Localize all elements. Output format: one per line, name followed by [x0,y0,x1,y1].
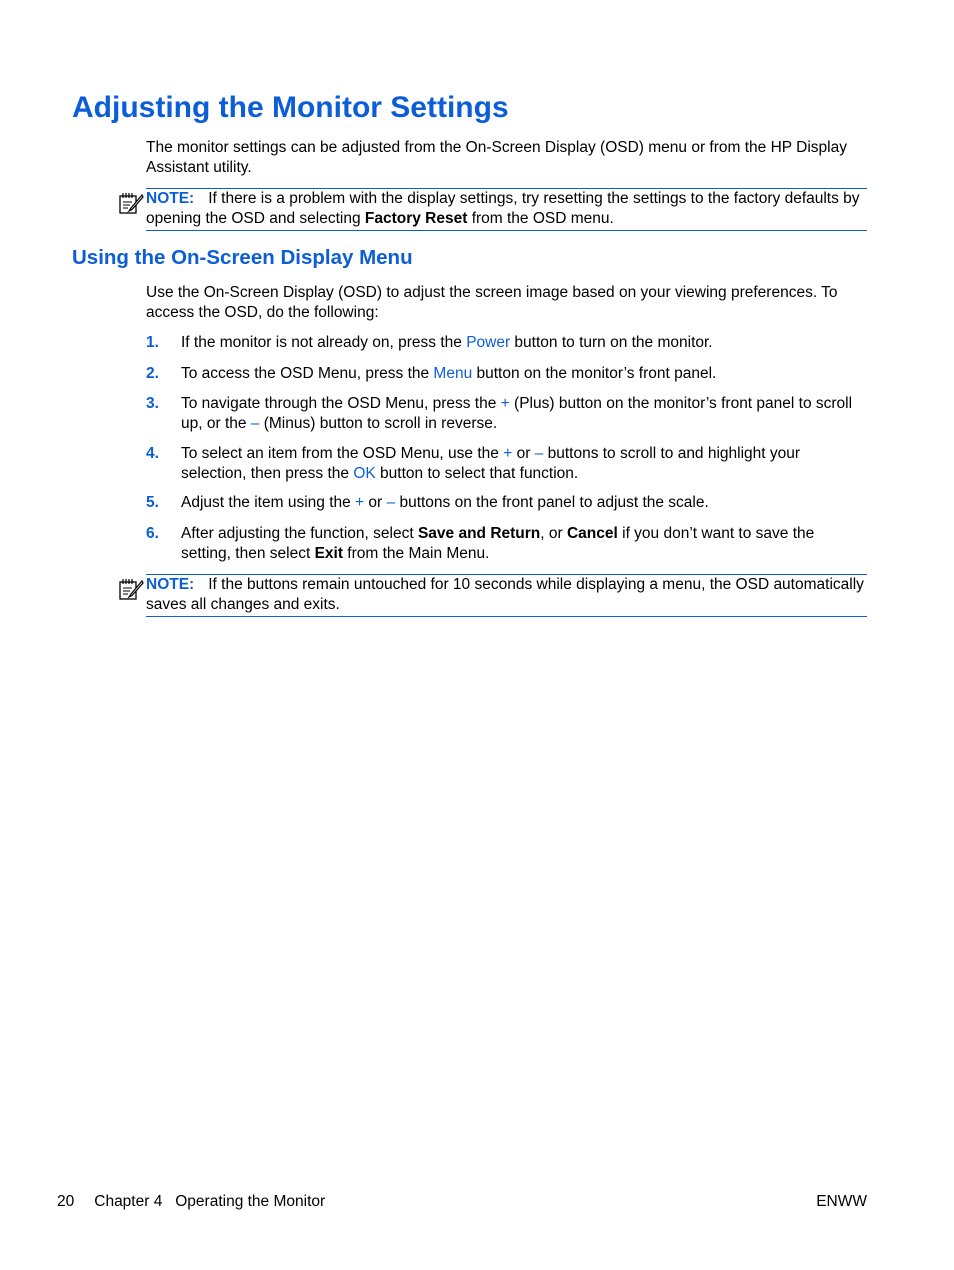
footer-left [57,1192,325,1212]
step-item-3 [146,394,868,434]
step-text: if you don’t want to save the setting, then select [181,525,815,562]
section-intro-paragraph: Use the On-Screen Display (OSD) to adjust the screen image based on your viewing preferences. To access the OSD, do the following: [146,284,838,321]
step-item-6 [146,524,868,564]
minus-button-ref: – [386,494,396,511]
note-box-factory-reset [146,188,867,231]
step-number: 6. [146,525,159,542]
step-text: If the monitor is not already on, press the [181,334,467,351]
step-text: (Plus) button on the monitor’s front panel to scroll up, or the [181,395,853,432]
intro-paragraph: The monitor settings can be adjusted from the On-Screen Display (OSD) menu or from the HP Display Assistant utility. [146,139,847,176]
page-title: Adjusting the Monitor Settings [72,91,509,124]
step-text: button to turn on the monitor. [510,334,713,351]
note-label: NOTE: [146,190,195,207]
note-pencil-icon [118,577,144,601]
note-text-end: from the OSD menu. [467,210,614,227]
note-emphasis: Factory Reset [364,210,468,227]
note-pencil-icon [118,191,144,215]
step-text: To navigate through the OSD Menu, press the [181,395,501,412]
step-text: Adjust the item using the [181,494,356,511]
step-text: or [512,445,535,462]
exit-ref: Exit [314,545,343,562]
plus-button-ref: + [355,494,365,511]
step-text: button on the monitor’s front panel. [472,365,717,382]
step-number: 1. [146,334,159,351]
ok-button-ref: OK [353,465,376,482]
step-item-5 [146,493,868,513]
note-label: NOTE: [146,576,195,593]
step-text: , or [540,525,567,542]
step-number: 3. [146,395,159,412]
plus-button-ref: + [503,445,513,462]
note-box-auto-save [146,574,867,617]
step-text: After adjusting the function, select [181,525,418,542]
step-text: from the Main Menu. [343,545,490,562]
minus-button-ref: – [250,415,260,432]
step-text: or [364,494,387,511]
step-text: To access the OSD Menu, press the [181,365,434,382]
cancel-ref: Cancel [566,525,618,542]
menu-button-ref: Menu [433,365,473,382]
section-heading: Using the On-Screen Display Menu [72,246,413,269]
plus-button-ref: + [500,395,510,412]
chapter-title: Chapter 4 Operating the Monitor [94,1193,326,1210]
step-item-2 [146,364,868,384]
footer-locale: ENWW [816,1193,867,1210]
power-button-ref: Power [466,334,511,351]
step-number: 4. [146,445,159,462]
step-number: 2. [146,365,159,382]
step-number: 5. [146,494,159,511]
page-number: 20 [57,1193,75,1210]
save-and-return-ref: Save and Return [417,525,541,542]
step-item-1 [146,333,868,353]
minus-button-ref: – [534,445,544,462]
step-text: buttons to scroll to and highlight your selection, then press the [181,445,801,482]
note-text: If there is a problem with the display settings, try resetting the settings to the factory defaults by opening the OSD and selecting [146,190,860,227]
step-text: buttons on the front panel to adjust the scale. [395,494,709,511]
step-text: To select an item from the OSD Menu, use the [181,445,504,462]
step-item-4 [146,444,868,484]
step-text: (Minus) button to scroll in reverse. [259,415,498,432]
note-text: If the buttons remain untouched for 10 seconds while displaying a menu, the OSD automatically saves all changes and exits. [146,576,864,613]
step-text: button to select that function. [375,465,579,482]
